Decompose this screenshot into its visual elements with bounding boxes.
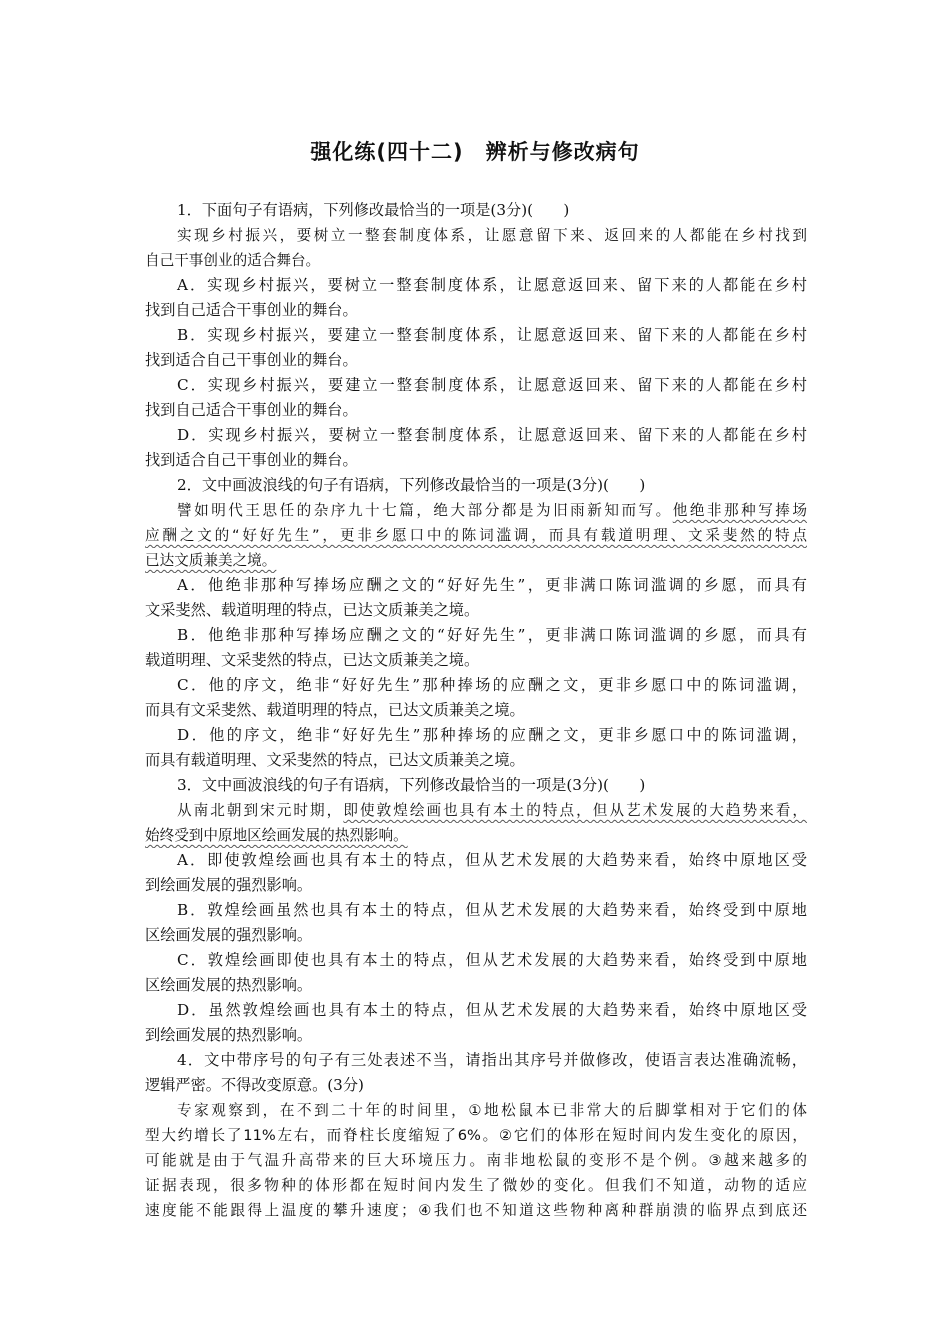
q1-stem: 1．下面句子有语病，下列修改最恰当的一项是(3分)( ) [177,201,570,219]
page-title: 强化练(四十二) 辨析与修改病句 [310,140,640,164]
q2-passage-plain: 譬如明代王思任的杂序九十七篇，绝大部分都是为旧雨新知而写。 [177,502,673,519]
document-body [145,198,807,1223]
q1-option-a: A．实现乡村振兴，要树立一整套制度体系，让愿意返回来、留下来的人都能在乡村 [177,276,807,294]
q3-option-a: A．即使敦煌绘画也具有本土的特点，但从艺术发展的大趋势来看，始终中原地区受 [177,851,807,869]
q1-option-c: 找到自己适合干事创业的舞台。 [145,401,358,419]
q3-option-c: C．敦煌绘画即使也具有本土的特点，但从艺术发展的大趋势来看，始终受到中原地 [177,951,807,969]
q3-option-a: 到绘画发展的强烈影响。 [145,876,313,894]
q3-option-d: D．虽然敦煌绘画也具有本土的特点，但从艺术发展的大趋势来看，始终中原地区受 [177,1001,807,1019]
q2-passage [145,548,807,573]
q4-passage: 速度能不能跟得上温度的攀升速度；④我们也不知道这些物种离种群崩溃的临界点到底还 [145,1202,807,1219]
q4-passage: 专家观察到，在不到二十年的时间里，①地松鼠本已非常大的后脚掌相对于它们的体 [177,1102,807,1119]
q2-option-a: 文采斐然、载道明理的特点，已达文质兼美之境。 [145,601,480,619]
q1-option-b: 找到适合自己干事创业的舞台。 [145,351,358,369]
q3-option-b: 区绘画发展的强烈影响。 [145,926,313,944]
q4-passage: 可能就是由于气温升高带来的巨大环境压力。南非地松鼠的变形不是个例。③越来越多的 [145,1152,807,1169]
q4-passage: 型大约增长了11%左右，而脊柱长度缩短了6%。②它们的体形在短时间内发生变化的原因， [145,1127,807,1144]
q2-passage [145,498,807,523]
q2-option-c: C．他的序文，绝非“好好先生”那种捧场的应酬之文，更非乡愿口中的陈词滥调， [177,676,807,694]
q4-stem: 逻辑严密。不得改变原意。(3分) [145,1076,364,1094]
q4-stem: 4．文中带序号的句子有三处表述不当，请指出其序号并做修改，使语言表达准确流畅， [177,1051,807,1069]
q3-option-c: 区绘画发展的热烈影响。 [145,976,313,994]
q2-option-c: 而具有文采斐然、载道明理的特点，已达文质兼美之境。 [145,701,525,719]
q4-passage: 证据表现，很多物种的体形都在短时间内发生了微妙的变化。但我们不知道，动物的适应 [145,1177,807,1194]
q2-wavy-sentence: 应酬之文的“好好先生”，更非乡愿口中的陈词滥调，而具有载道明理、文采斐然的特点 [145,527,807,544]
q3-wavy-sentence: 即使敦煌绘画也具有本土的特点，但从艺术发展的大趋势来看， [343,802,807,819]
q1-option-d: D．实现乡村振兴，要树立一整套制度体系，让愿意返回来、留下来的人都能在乡村 [177,426,807,444]
q2-option-a: A．他绝非那种写捧场应酬之文的“好好先生”，更非满口陈词滥调的乡愿，而具有 [177,576,807,594]
q1-option-a: 找到自己适合干事创业的舞台。 [145,301,358,319]
q3-option-b: B．敦煌绘画虽然也具有本土的特点，但从艺术发展的大趋势来看，始终受到中原地 [177,901,807,919]
q2-wavy-sentence: 他绝非那种写捧场 [672,502,807,519]
q3-passage [145,823,807,848]
q3-wavy-sentence: 始终受到中原地区绘画发展的热烈影响。 [145,827,408,844]
q1-option-c: C．实现乡村振兴，要建立一整套制度体系，让愿意返回来、留下来的人都能在乡村 [177,376,807,394]
q2-option-b: 载道明理、文采斐然的特点，已达文质兼美之境。 [145,651,480,669]
q2-stem: 2．文中画波浪线的句子有语病，下列修改最恰当的一项是(3分)( ) [177,476,646,494]
q3-stem: 3．文中画波浪线的句子有语病，下列修改最恰当的一项是(3分)( ) [177,776,646,794]
q1-passage: 实现乡村振兴，要树立一整套制度体系，让愿意留下来、返回来的人都能在乡村找到 [177,227,807,244]
q3-passage-plain: 从南北朝到宋元时期， [177,802,344,819]
q1-passage: 自己干事创业的适合舞台。 [145,252,321,269]
q2-option-b: B．他绝非那种写捧场应酬之文的“好好先生”，更非满口陈词滥调的乡愿，而具有 [177,626,807,644]
q1-option-b: B．实现乡村振兴，要建立一整套制度体系，让愿意返回来、留下来的人都能在乡村 [177,326,807,344]
q2-option-d: D．他的序文，绝非“好好先生”那种捧场的应酬之文，更非乡愿口中的陈词滥调， [177,726,807,744]
q2-option-d: 而具有载道明理、文采斐然的特点，已达文质兼美之境。 [145,751,525,769]
q1-option-d: 找到适合自己干事创业的舞台。 [145,451,358,469]
q2-passage [145,523,807,548]
q3-passage [145,798,807,823]
q3-option-d: 到绘画发展的热烈影响。 [145,1026,313,1044]
q2-wavy-sentence: 已达文质兼美之境。 [145,552,277,569]
